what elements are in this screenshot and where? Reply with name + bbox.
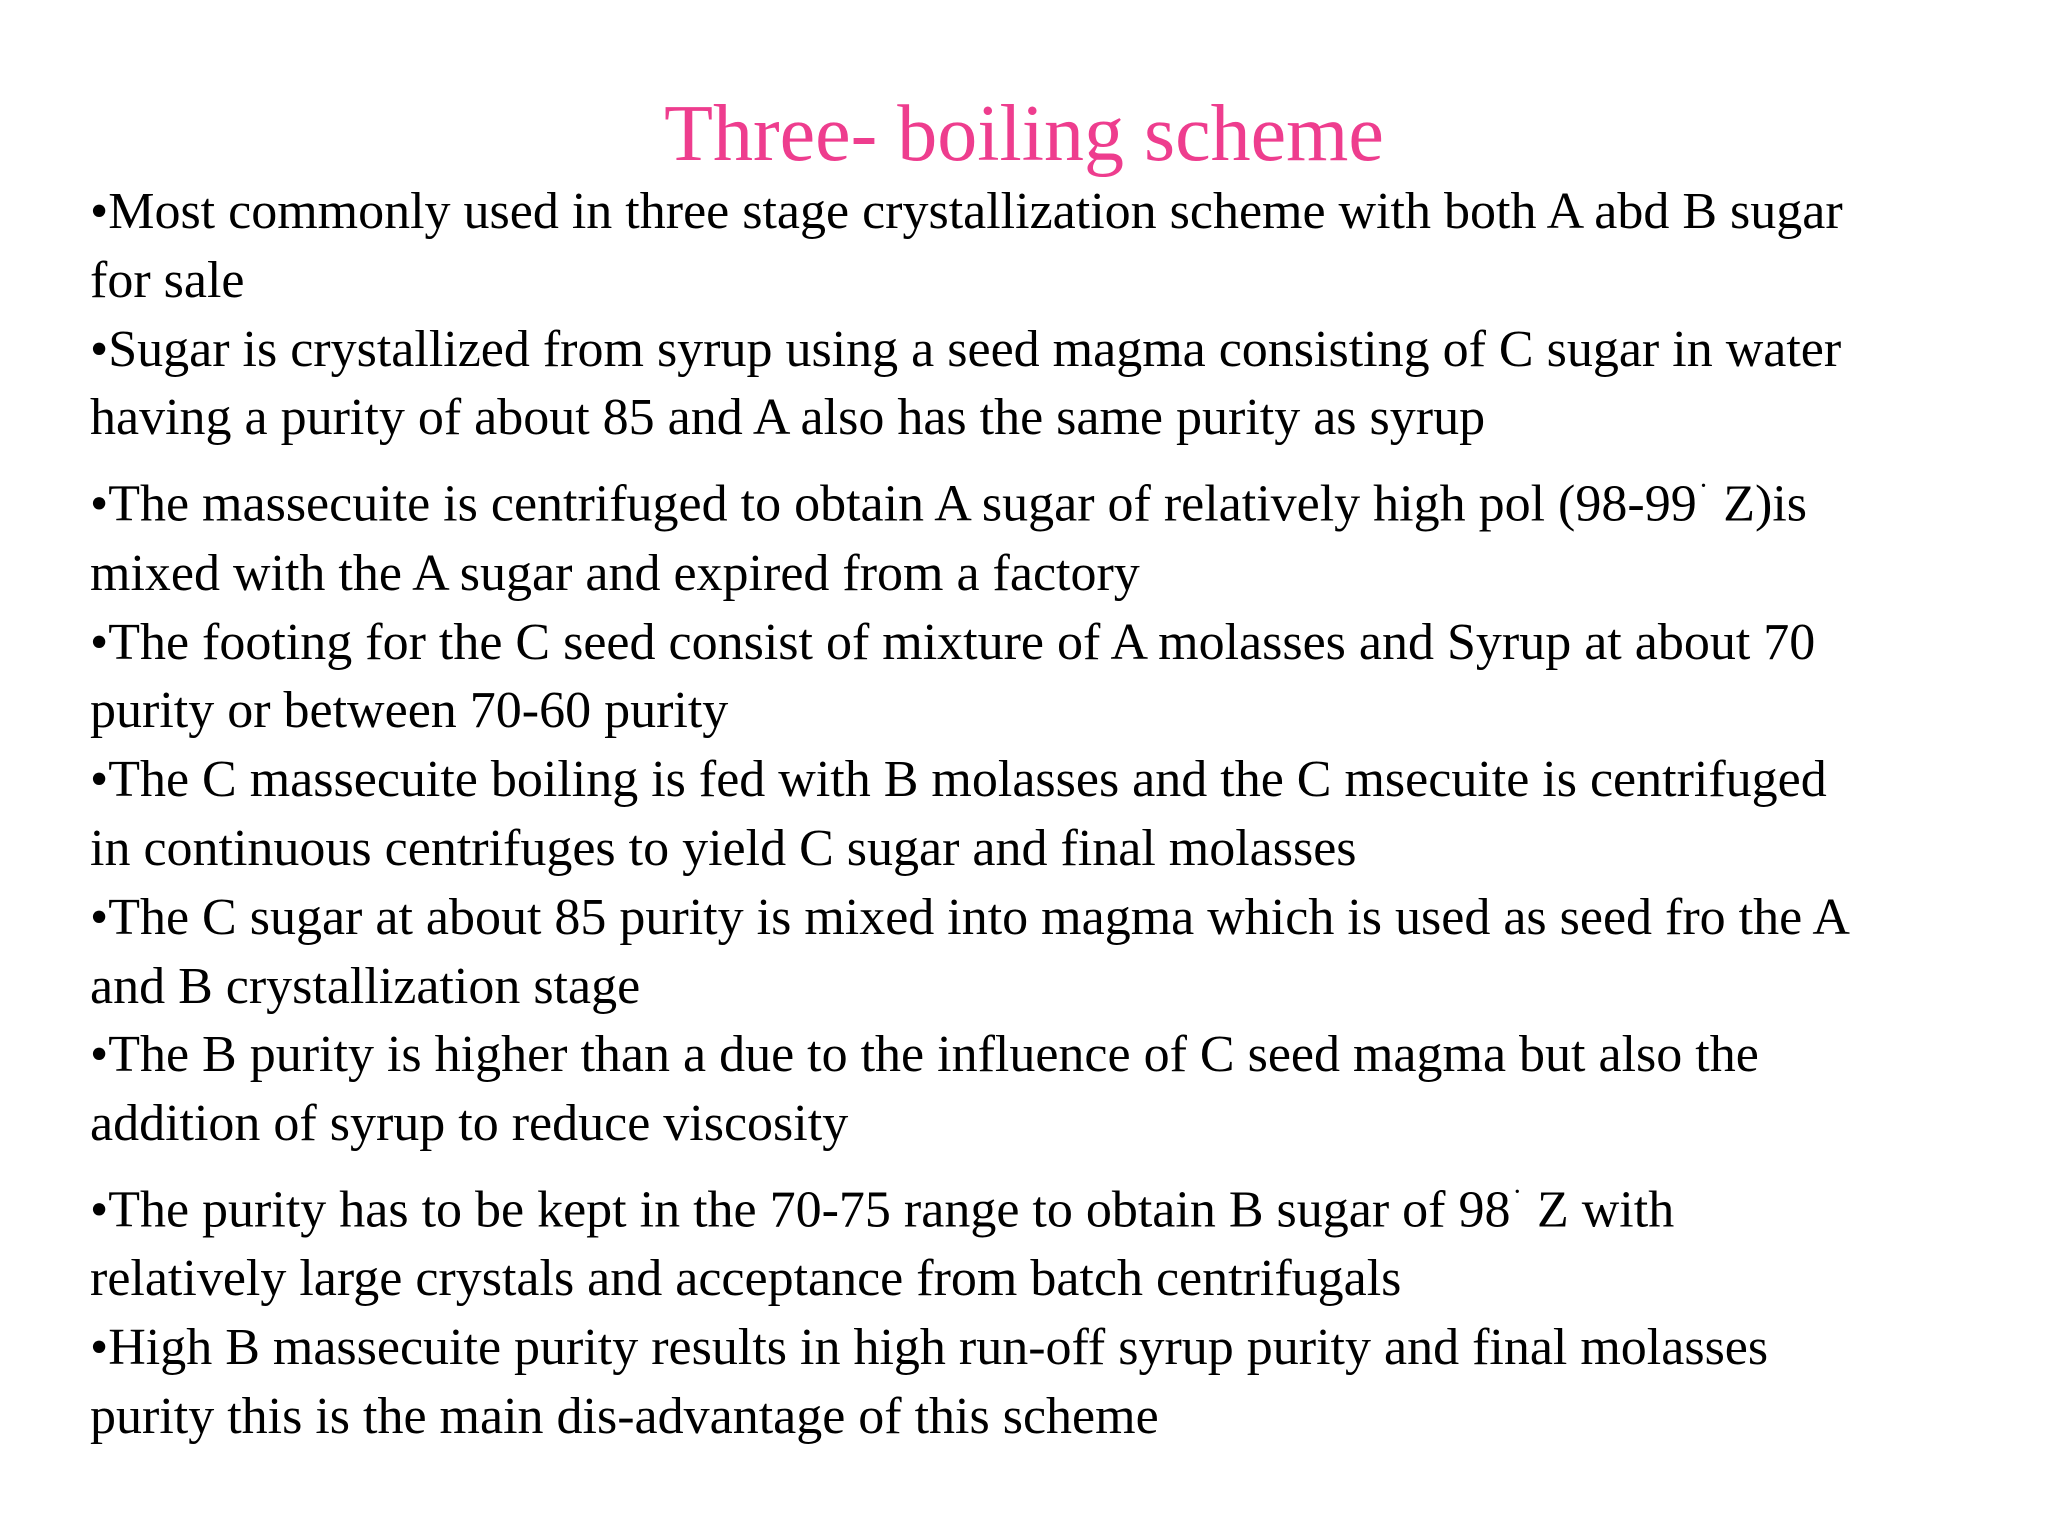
bullet-item	[90, 316, 2040, 454]
bullet-text: Z with	[1523, 1181, 1675, 1239]
bullet-line: •The C massecuite boiling is fed with B molasses and the C msecuite is centrifuged	[90, 751, 1827, 809]
bullet-line: in continuous centrifuges to yield C sugar and final molasses	[90, 819, 1357, 877]
bullet-item	[90, 453, 2040, 608]
bullet-line: purity this is the main dis-advantage of this scheme	[90, 1388, 1159, 1446]
bullet-line: •Sugar is crystallized from syrup using a seed magma consisting of C sugar in water	[90, 320, 1842, 378]
superscript-dot: ·	[1512, 1176, 1522, 1208]
bullet-line: •The B purity is higher than a due to the influence of C seed magma but also the	[90, 1026, 1759, 1084]
bullet-text: •The purity has to be kept in the 70-75 range to obtain B sugar of 98	[90, 1181, 1511, 1239]
bullet-item	[90, 609, 2040, 747]
bullet-line: •The footing for the C seed consist of mixture of A molasses and Syrup at about 70	[90, 613, 1816, 671]
bullet-item	[90, 1314, 2040, 1452]
bullet-line: relatively large crystals and acceptance from batch centrifugals	[90, 1250, 1402, 1308]
bullet-line: having a purity of about 85 and A also has the same purity as syrup	[90, 389, 1486, 447]
bullet-line: •Most commonly used in three stage crystallization scheme with both A abd B sugar	[90, 183, 1843, 240]
superscript-dot: ·	[1698, 471, 1709, 503]
bullet-line	[90, 1159, 2040, 1246]
bullet-line: •The C sugar at about 85 purity is mixed into magma which is used as seed fro the A	[90, 888, 1850, 946]
bullet-item	[90, 1159, 2040, 1314]
bullet-line: for sale	[90, 251, 245, 309]
bullet-text: Z)is	[1710, 475, 1807, 533]
bullet-list	[90, 178, 2040, 1452]
bullet-item	[90, 1021, 2040, 1159]
bullet-line: mixed with the A sugar and expired from a factory	[90, 544, 1140, 602]
bullet-item	[90, 884, 2040, 1022]
bullet-text: •The massecuite is centrifuged to obtain A sugar of relatively high pol (98-99	[90, 475, 1697, 533]
slide-title: Three- boiling scheme	[664, 90, 1384, 178]
bullet-line: addition of syrup to reduce viscosity	[90, 1095, 849, 1153]
bullet-line: purity or between 70-60 purity	[90, 682, 729, 740]
bullet-line	[90, 453, 2040, 540]
bullet-line: •High B massecuite purity results in high run-off syrup purity and final molasses	[90, 1319, 1769, 1377]
bullet-item	[90, 178, 2040, 316]
bullet-line: and B crystallization stage	[90, 957, 641, 1015]
bullet-item	[90, 746, 2040, 884]
